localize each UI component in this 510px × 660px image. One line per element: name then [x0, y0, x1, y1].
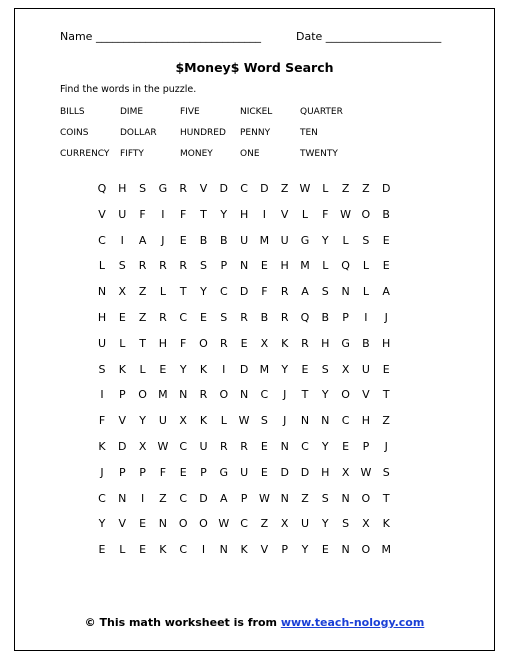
grid-letter[interactable]: C: [240, 517, 248, 531]
grid-letter[interactable]: P: [200, 465, 207, 479]
grid-letter[interactable]: G: [219, 465, 229, 479]
grid-letter[interactable]: L: [119, 336, 126, 350]
grid-letter[interactable]: E: [139, 543, 147, 557]
grid-letter[interactable]: R: [138, 259, 147, 273]
grid-letter[interactable]: C: [301, 440, 309, 453]
grid-letter[interactable]: Z: [138, 311, 147, 324]
grid-letter[interactable]: N: [300, 414, 310, 428]
grid-letter[interactable]: Z: [138, 285, 147, 299]
grid-letter[interactable]: U: [280, 233, 289, 247]
grid-letter[interactable]: Z: [159, 491, 167, 505]
grid-letter[interactable]: U: [240, 233, 249, 247]
grid-letter[interactable]: K: [382, 517, 390, 531]
grid-letter[interactable]: Y: [281, 362, 289, 376]
grid-letter[interactable]: J: [283, 414, 287, 428]
grid-letter[interactable]: S: [321, 362, 329, 376]
grid-letter[interactable]: C: [240, 182, 248, 195]
grid-letter[interactable]: H: [280, 259, 289, 273]
grid-letter[interactable]: J: [384, 440, 388, 453]
grid-letter[interactable]: Z: [280, 182, 289, 195]
grid-letter[interactable]: B: [260, 311, 269, 324]
grid-letter[interactable]: M: [259, 362, 270, 376]
grid-letter[interactable]: R: [179, 259, 188, 273]
date-field-label: Date _____________________: [296, 30, 442, 43]
grid-letter[interactable]: Y: [321, 388, 329, 402]
grid-letter[interactable]: O: [361, 543, 371, 557]
grid-letter[interactable]: S: [139, 182, 147, 195]
grid-letter[interactable]: V: [118, 517, 127, 531]
grid-letter[interactable]: E: [260, 440, 268, 453]
footer-prefix: © This math worksheet is from: [84, 616, 281, 629]
grid-letter[interactable]: Y: [321, 517, 329, 531]
grid-letter[interactable]: X: [118, 285, 127, 299]
grid-letter[interactable]: B: [199, 233, 208, 247]
grid-letter[interactable]: L: [362, 285, 369, 299]
grid-letter[interactable]: Y: [200, 285, 207, 299]
grid-letter[interactable]: P: [118, 465, 126, 479]
grid-letter[interactable]: K: [98, 440, 106, 453]
grid-letter[interactable]: E: [382, 362, 390, 376]
grid-letter[interactable]: Y: [179, 362, 187, 376]
grid-letter[interactable]: G: [158, 182, 168, 195]
grid-letter[interactable]: C: [179, 491, 188, 505]
grid-letter[interactable]: L: [159, 285, 166, 299]
grid-letter[interactable]: T: [139, 336, 146, 350]
grid-letter[interactable]: I: [364, 311, 368, 324]
grid-letter[interactable]: E: [342, 440, 350, 453]
grid-letter[interactable]: S: [321, 285, 329, 299]
grid-letter[interactable]: W: [340, 207, 352, 221]
instructions-text: Find the words in the puzzle.: [60, 84, 197, 95]
grid-letter[interactable]: P: [240, 491, 248, 505]
grid-letter[interactable]: E: [200, 311, 207, 324]
worksheet-title: $Money$ Word Search: [175, 60, 334, 75]
grid-letter[interactable]: R: [179, 182, 188, 195]
grid-letter[interactable]: M: [300, 259, 310, 273]
grid-letter[interactable]: R: [159, 259, 167, 273]
grid-letter[interactable]: D: [239, 285, 249, 299]
grid-letter[interactable]: L: [98, 259, 106, 273]
grid-letter[interactable]: V: [260, 543, 269, 557]
grid-letter[interactable]: F: [98, 414, 106, 428]
grid-letter[interactable]: R: [280, 285, 289, 299]
grid-letter[interactable]: H: [321, 465, 330, 479]
grid-letter[interactable]: T: [179, 285, 187, 299]
grid-letter[interactable]: L: [139, 362, 146, 376]
grid-letter[interactable]: E: [260, 259, 268, 273]
grid-letter[interactable]: I: [140, 491, 145, 505]
grid-letter[interactable]: Z: [341, 182, 350, 195]
grid-letter[interactable]: Y: [321, 233, 329, 247]
grid-letter[interactable]: P: [362, 440, 370, 453]
grid-letter[interactable]: F: [180, 336, 187, 350]
grid-letter[interactable]: N: [179, 388, 188, 402]
grid-letter[interactable]: C: [179, 311, 188, 324]
grid-letter[interactable]: T: [200, 207, 207, 221]
grid-letter[interactable]: S: [118, 259, 126, 273]
grid-letter[interactable]: R: [280, 311, 289, 324]
grid-letter[interactable]: I: [161, 207, 165, 221]
grid-letter[interactable]: D: [199, 491, 208, 505]
grid-letter[interactable]: H: [382, 336, 391, 350]
grid-letter[interactable]: S: [362, 233, 370, 247]
grid-letter[interactable]: H: [158, 336, 168, 350]
grid-letter[interactable]: F: [159, 465, 167, 479]
word-list-item: MONEY: [180, 149, 213, 159]
grid-letter[interactable]: Y: [321, 440, 329, 453]
grid-letter[interactable]: L: [322, 182, 329, 195]
grid-letter[interactable]: D: [260, 182, 269, 195]
grid-letter[interactable]: W: [258, 491, 270, 505]
word-list-item: DIME: [120, 107, 144, 117]
grid-letter[interactable]: I: [201, 543, 206, 557]
grid-letter[interactable]: Y: [139, 414, 146, 428]
grid-letter[interactable]: U: [199, 440, 208, 453]
word-list-item: NICKEL: [240, 107, 273, 117]
grid-letter[interactable]: D: [118, 440, 127, 453]
grid-letter[interactable]: N: [280, 491, 289, 505]
grid-letter[interactable]: E: [139, 517, 147, 531]
grid-letter[interactable]: E: [260, 465, 268, 479]
grid-letter[interactable]: O: [178, 517, 188, 531]
grid-letter[interactable]: E: [98, 543, 106, 557]
grid-letter[interactable]: D: [300, 465, 310, 479]
grid-letter[interactable]: T: [382, 491, 390, 505]
word-list-item: CURRENCY: [60, 149, 110, 159]
grid-letter[interactable]: X: [341, 362, 350, 376]
grid-letter[interactable]: E: [118, 311, 126, 324]
word-list-item: TWENTY: [300, 149, 338, 159]
grid-letter[interactable]: O: [361, 491, 371, 505]
grid-letter[interactable]: R: [159, 311, 167, 324]
grid-letter[interactable]: X: [280, 517, 289, 531]
grid-letter[interactable]: Y: [98, 517, 106, 531]
grid-letter[interactable]: N: [321, 414, 330, 428]
grid-letter[interactable]: L: [220, 414, 227, 428]
name-field-label: Name ______________________________: [60, 30, 261, 43]
grid-letter[interactable]: O: [361, 207, 371, 221]
grid-letter[interactable]: B: [220, 233, 228, 247]
grid-letter[interactable]: R: [219, 440, 228, 453]
grid-letter[interactable]: N: [239, 259, 249, 273]
word-list-item: BILLS: [60, 107, 85, 117]
grid-letter[interactable]: Q: [341, 259, 350, 273]
grid-letter[interactable]: C: [179, 543, 188, 557]
grid-letter[interactable]: M: [158, 388, 168, 402]
grid-letter[interactable]: C: [341, 414, 350, 428]
grid-letter[interactable]: D: [280, 465, 289, 479]
grid-letter[interactable]: E: [179, 233, 187, 247]
grid-letter[interactable]: J: [100, 465, 104, 479]
grid-letter[interactable]: C: [179, 440, 188, 453]
grid-letter[interactable]: W: [238, 414, 250, 428]
grid-letter[interactable]: U: [361, 362, 370, 376]
grid-letter[interactable]: O: [341, 388, 350, 402]
grid-letter[interactable]: G: [341, 336, 350, 350]
grid-letter[interactable]: D: [381, 182, 391, 195]
grid-letter[interactable]: O: [199, 336, 208, 350]
grid-letter[interactable]: H: [118, 182, 127, 195]
grid-letter[interactable]: K: [118, 362, 126, 376]
grid-letter[interactable]: F: [180, 207, 187, 221]
word-list-item: HUNDRED: [180, 128, 226, 138]
grid-letter[interactable]: K: [159, 543, 167, 557]
grid-letter[interactable]: Z: [301, 491, 309, 505]
grid-letter[interactable]: B: [382, 207, 390, 221]
grid-letter[interactable]: W: [157, 440, 169, 453]
grid-letter[interactable]: O: [199, 517, 208, 531]
word-list-item: COINS: [60, 128, 89, 138]
grid-letter[interactable]: N: [239, 388, 249, 402]
grid-letter[interactable]: R: [240, 311, 248, 324]
grid-letter[interactable]: P: [139, 465, 146, 479]
grid-letter[interactable]: J: [283, 388, 287, 402]
grid-letter[interactable]: G: [300, 233, 310, 247]
grid-letter[interactable]: X: [138, 440, 147, 453]
grid-letter[interactable]: C: [219, 285, 228, 299]
grid-letter[interactable]: V: [280, 207, 289, 221]
grid-letter[interactable]: P: [342, 311, 349, 324]
grid-letter[interactable]: V: [98, 207, 106, 221]
grid-letter[interactable]: S: [260, 414, 268, 428]
grid-letter[interactable]: C: [98, 233, 106, 247]
grid-letter[interactable]: N: [341, 285, 350, 299]
grid-letter[interactable]: S: [321, 491, 329, 505]
grid-letter[interactable]: S: [200, 259, 207, 273]
grid-letter[interactable]: I: [120, 233, 124, 247]
grid-letter[interactable]: H: [321, 336, 330, 350]
grid-letter[interactable]: A: [138, 233, 147, 247]
grid-letter[interactable]: H: [361, 414, 371, 428]
grid-letter[interactable]: O: [219, 388, 229, 402]
grid-letter[interactable]: Z: [260, 517, 269, 531]
word-list-item: QUARTER: [300, 107, 343, 117]
grid-letter[interactable]: T: [382, 388, 390, 402]
grid-letter[interactable]: R: [199, 388, 208, 402]
grid-letter[interactable]: E: [301, 362, 309, 376]
grid-letter[interactable]: F: [322, 207, 329, 221]
grid-letter[interactable]: W: [299, 182, 311, 195]
word-list-item: TEN: [300, 128, 318, 138]
grid-letter[interactable]: A: [220, 491, 228, 505]
grid-letter[interactable]: U: [97, 336, 107, 350]
grid-letter[interactable]: F: [139, 207, 146, 221]
grid-letter[interactable]: W: [218, 517, 230, 531]
grid-letter[interactable]: F: [261, 285, 268, 299]
grid-letter[interactable]: W: [360, 465, 372, 479]
grid-letter[interactable]: N: [97, 285, 107, 299]
grid-letter[interactable]: E: [382, 259, 390, 273]
grid-letter[interactable]: L: [362, 259, 369, 273]
grid-letter[interactable]: J: [161, 233, 165, 247]
grid-letter[interactable]: S: [98, 362, 106, 376]
grid-letter[interactable]: P: [220, 259, 228, 273]
grid-letter[interactable]: V: [199, 182, 208, 195]
grid-letter[interactable]: H: [97, 311, 107, 324]
grid-letter[interactable]: U: [300, 517, 310, 531]
grid-letter[interactable]: I: [262, 207, 267, 221]
grid-letter[interactable]: X: [362, 517, 370, 531]
grid-letter[interactable]: N: [341, 491, 350, 505]
grid-letter[interactable]: Q: [97, 182, 107, 195]
grid-letter[interactable]: X: [341, 465, 350, 479]
grid-letter[interactable]: B: [321, 311, 330, 324]
grid-letter[interactable]: K: [199, 414, 208, 428]
grid-letter[interactable]: L: [119, 543, 126, 557]
grid-letter[interactable]: L: [342, 233, 349, 247]
grid-letter[interactable]: I: [100, 388, 104, 402]
grid-letter[interactable]: E: [179, 465, 187, 479]
grid-letter[interactable]: S: [382, 465, 390, 479]
grid-letter[interactable]: K: [281, 336, 289, 350]
grid-letter[interactable]: A: [301, 285, 309, 299]
grid-letter[interactable]: X: [260, 336, 269, 350]
grid-letter[interactable]: Y: [220, 207, 228, 221]
grid-letter[interactable]: S: [220, 311, 228, 324]
grid-letter[interactable]: J: [384, 311, 388, 324]
grid-letter[interactable]: K: [240, 543, 248, 557]
grid-letter[interactable]: S: [342, 517, 350, 531]
grid-letter[interactable]: N: [341, 543, 350, 557]
grid-letter[interactable]: Z: [382, 414, 390, 428]
grid-letter[interactable]: N: [118, 491, 127, 505]
grid-letter[interactable]: R: [301, 336, 309, 350]
footer-credit: [15, 616, 494, 629]
grid-letter[interactable]: E: [382, 233, 390, 247]
grid-letter[interactable]: D: [239, 362, 249, 376]
grid-letter[interactable]: I: [222, 362, 226, 376]
grid-letter[interactable]: B: [362, 336, 370, 350]
grid-letter[interactable]: U: [240, 465, 249, 479]
grid-letter[interactable]: U: [158, 414, 167, 428]
worksheet-page: [14, 8, 495, 651]
grid-letter[interactable]: E: [159, 362, 167, 376]
grid-letter[interactable]: T: [301, 388, 309, 402]
grid-letter[interactable]: M: [259, 233, 270, 247]
word-list-item: PENNY: [240, 128, 271, 138]
grid-letter[interactable]: N: [219, 543, 228, 557]
word-list-item: ONE: [240, 149, 260, 159]
grid-letter[interactable]: A: [382, 285, 390, 299]
grid-letter[interactable]: U: [118, 207, 127, 221]
footer-link[interactable]: www.teach-nology.com: [280, 616, 425, 629]
grid-letter[interactable]: E: [321, 543, 329, 557]
grid-letter[interactable]: V: [362, 388, 370, 402]
grid-letter[interactable]: Y: [301, 543, 309, 557]
grid-letter[interactable]: P: [281, 543, 288, 557]
grid-letter[interactable]: K: [199, 362, 208, 376]
grid-letter[interactable]: R: [219, 336, 228, 350]
word-list-item: FIFTY: [120, 149, 144, 159]
grid-letter[interactable]: Q: [300, 311, 310, 324]
grid-letter[interactable]: C: [260, 388, 269, 402]
grid-letter[interactable]: X: [179, 414, 187, 428]
word-list-item: FIVE: [180, 107, 200, 117]
grid-letter[interactable]: P: [118, 388, 126, 402]
grid-letter[interactable]: L: [301, 207, 309, 221]
grid-letter[interactable]: L: [322, 259, 329, 273]
grid-letter[interactable]: D: [219, 182, 229, 195]
grid-letter[interactable]: E: [240, 336, 248, 350]
grid-letter[interactable]: N: [158, 517, 167, 531]
grid-letter[interactable]: O: [138, 388, 147, 402]
grid-letter[interactable]: V: [118, 414, 127, 428]
grid-letter[interactable]: H: [239, 207, 249, 221]
grid-letter[interactable]: M: [381, 543, 391, 557]
grid-letter[interactable]: C: [98, 491, 106, 505]
grid-letter[interactable]: Z: [362, 182, 370, 195]
word-list-item: DOLLAR: [120, 128, 157, 138]
grid-letter[interactable]: R: [240, 440, 248, 453]
grid-letter[interactable]: N: [280, 440, 289, 453]
